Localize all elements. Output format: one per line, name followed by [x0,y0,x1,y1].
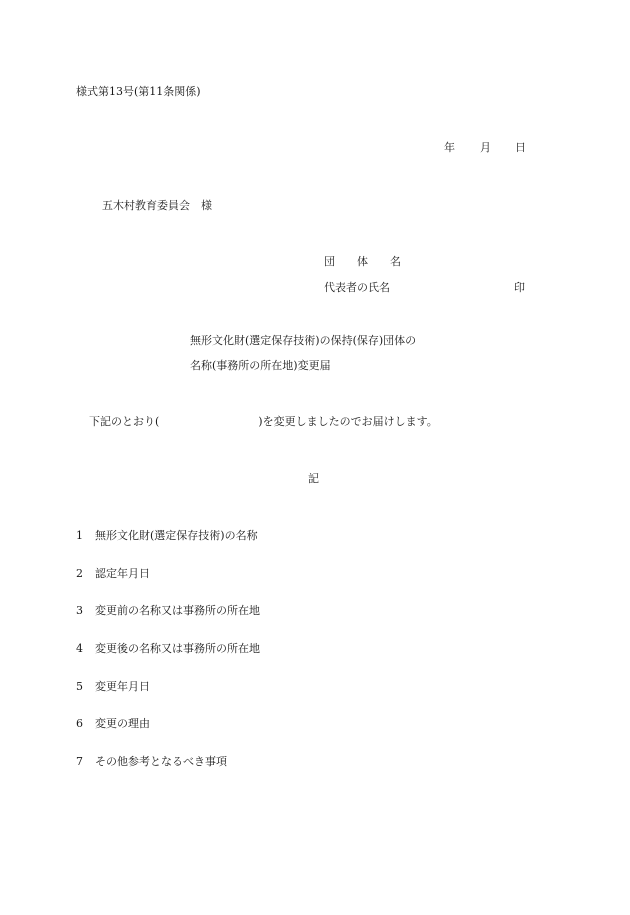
item-label: 変更の理由 [95,717,150,730]
item-number: 2 [76,567,83,580]
item-label: 無形文化財(選定保存技術)の名称 [95,529,258,542]
item-number: 7 [76,755,83,768]
title-line-2: 名称(事務所の所在地)変更届 [190,359,331,372]
date-month: 月 [480,141,491,154]
date-year: 年 [444,141,455,154]
ki-heading: 記 [308,472,319,485]
addressee: 五木村教育委員会 様 [102,199,212,212]
item-number: 1 [76,529,83,542]
item-label: 認定年月日 [95,567,150,580]
date-day: 日 [515,141,526,154]
representative-label: 代表者の氏名 [324,281,390,294]
item-label: 変更年月日 [95,680,150,693]
body-text: 下記のとおり( )を変更しましたのでお届けします。 [89,415,438,428]
item-number: 3 [76,604,83,617]
form-number: 様式第13号(第11条関係) [76,85,201,98]
item-label: その他参考となるべき事項 [95,755,227,768]
item-number: 6 [76,717,83,730]
item-label: 変更後の名称又は事務所の所在地 [95,642,260,655]
item-number: 4 [76,642,83,655]
seal-mark: 印 [514,281,525,294]
item-number: 5 [76,680,83,693]
group-name-label: 団 体 名 [324,255,401,268]
title-line-1: 無形文化財(選定保存技術)の保持(保存)団体の [190,334,417,347]
item-label: 変更前の名称又は事務所の所在地 [95,604,260,617]
